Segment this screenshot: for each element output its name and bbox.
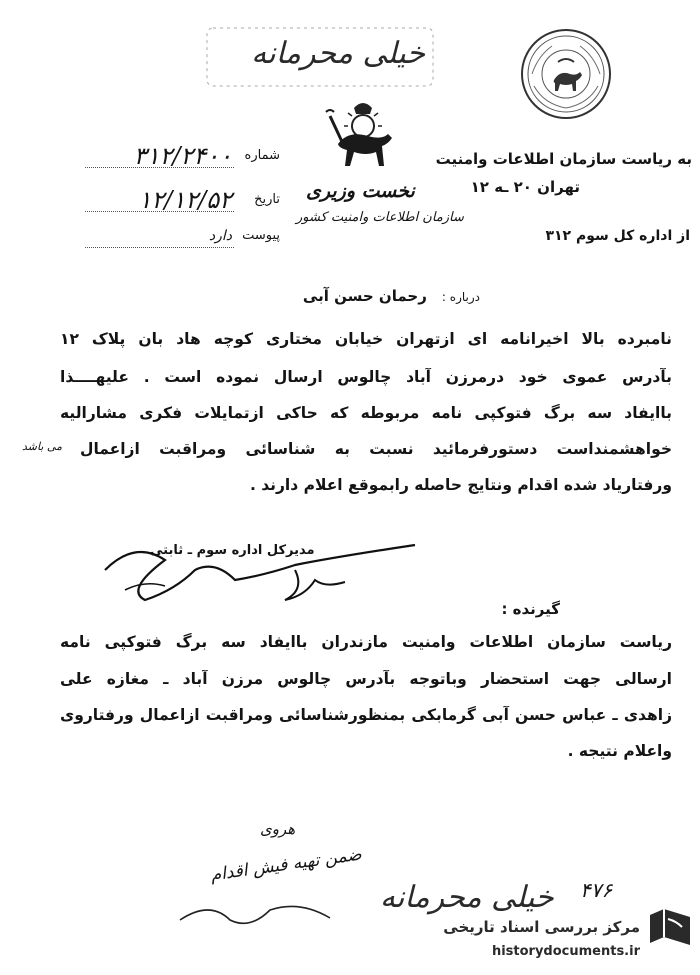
body-line-1: نامبرده بالا اخیرانامه ای ازتهران خیابان مختاری کوچه هاد بان پلاک ۱۲ — [60, 330, 672, 348]
recipients-line-3: زاهدی ـ عباس حسن آبی گرمابکی بمنظورشناسائی ومراقبت ازاعمال ورفتاروی — [60, 706, 672, 724]
number-value: ۳۱۲/۲۴۰۰ — [133, 142, 232, 170]
attachment-value: دارد — [208, 228, 232, 244]
archive-logo-icon — [646, 905, 694, 949]
stamp-number: ۴۷۶ — [580, 878, 613, 902]
lion-sun-emblem-icon — [318, 96, 408, 178]
meta-number-row — [85, 142, 280, 172]
recipients-line-1: ریاست سازمان اطلاعات وامنیت مازندران باایفاد سه برگ فتوکپی نامه — [60, 633, 672, 651]
date-dotted-line — [85, 211, 234, 212]
subject-line — [303, 286, 480, 305]
attachment-dotted-line — [85, 247, 234, 248]
signature-title: مدیرکل اداره سوم ـ ثابتی — [150, 543, 315, 558]
date-value: ۱۲/۱۲/۵۲ — [138, 186, 232, 214]
organization-name: سازمان اطلاعات وامنیت کشور — [296, 210, 464, 225]
number-label: شماره — [244, 148, 280, 163]
body-margin-note: می باشد — [22, 440, 62, 453]
recipients-header: گیرنده : — [501, 600, 560, 618]
classification-stamp-bottom: خیلی محرمانه — [380, 880, 554, 915]
letter-date-line: تهران ۲۰ ـه ۱۲ — [470, 178, 580, 196]
body-line-3: باایفاد سه برگ فتوکپی نامه مربوطه که حاکی ازتمایلات فکری مشارالیه — [60, 404, 672, 422]
body-line-2: بآدرس عموی خود درمرزن آباد چالوس ارسال نموده است . علیهــــذا — [60, 368, 672, 386]
body-line-4: خواهشمنداست دستورفرمائید نسبت به شناسائی ومراقبت ازاعمال — [80, 440, 672, 458]
subject-label: درباره : — [441, 290, 480, 304]
prime-ministry-title: نخست وزیری — [306, 180, 415, 202]
bottom-note-1: هروی — [260, 820, 296, 838]
number-dotted-line — [85, 167, 234, 168]
meta-attachment-row — [85, 222, 280, 252]
watermark-url: historydocuments.ir — [491, 944, 640, 959]
from-department-line: از اداره کل سوم ۳۱۲ — [545, 228, 690, 244]
date-label: تاریخ — [254, 192, 280, 207]
addressee-line: به ریاست سازمان اطلاعات وامنیت — [435, 150, 692, 168]
body-line-5: ورفتارياد شده اقدام ونتايج حاصله رابموقع اعلام دارند . — [249, 476, 672, 494]
official-seal-icon — [520, 28, 612, 120]
meta-date-row — [85, 186, 280, 216]
bottom-note-2: ضمن تهیه فیش اقدام — [209, 844, 363, 886]
recipients-line-2: ارسالی جهت استحضار وباتوجه بآدرس چالوس مرزن آباد ـ مغازه علی — [60, 670, 672, 688]
subject-value: رحمان حسن آبی — [302, 287, 427, 305]
bottom-scribble-icon — [170, 890, 370, 940]
recipients-line-4: واعلام نتیجه . — [567, 742, 672, 760]
classification-stamp-text: خیلی محرمانه — [251, 36, 425, 71]
handwritten-signature-icon — [95, 530, 435, 610]
bottom-handwritten-notes — [170, 810, 430, 940]
attachment-label: پیوست — [242, 228, 280, 243]
watermark-name: مرکز بررسی اسناد تاریخی — [443, 918, 640, 936]
classification-stamp-top — [205, 22, 435, 92]
